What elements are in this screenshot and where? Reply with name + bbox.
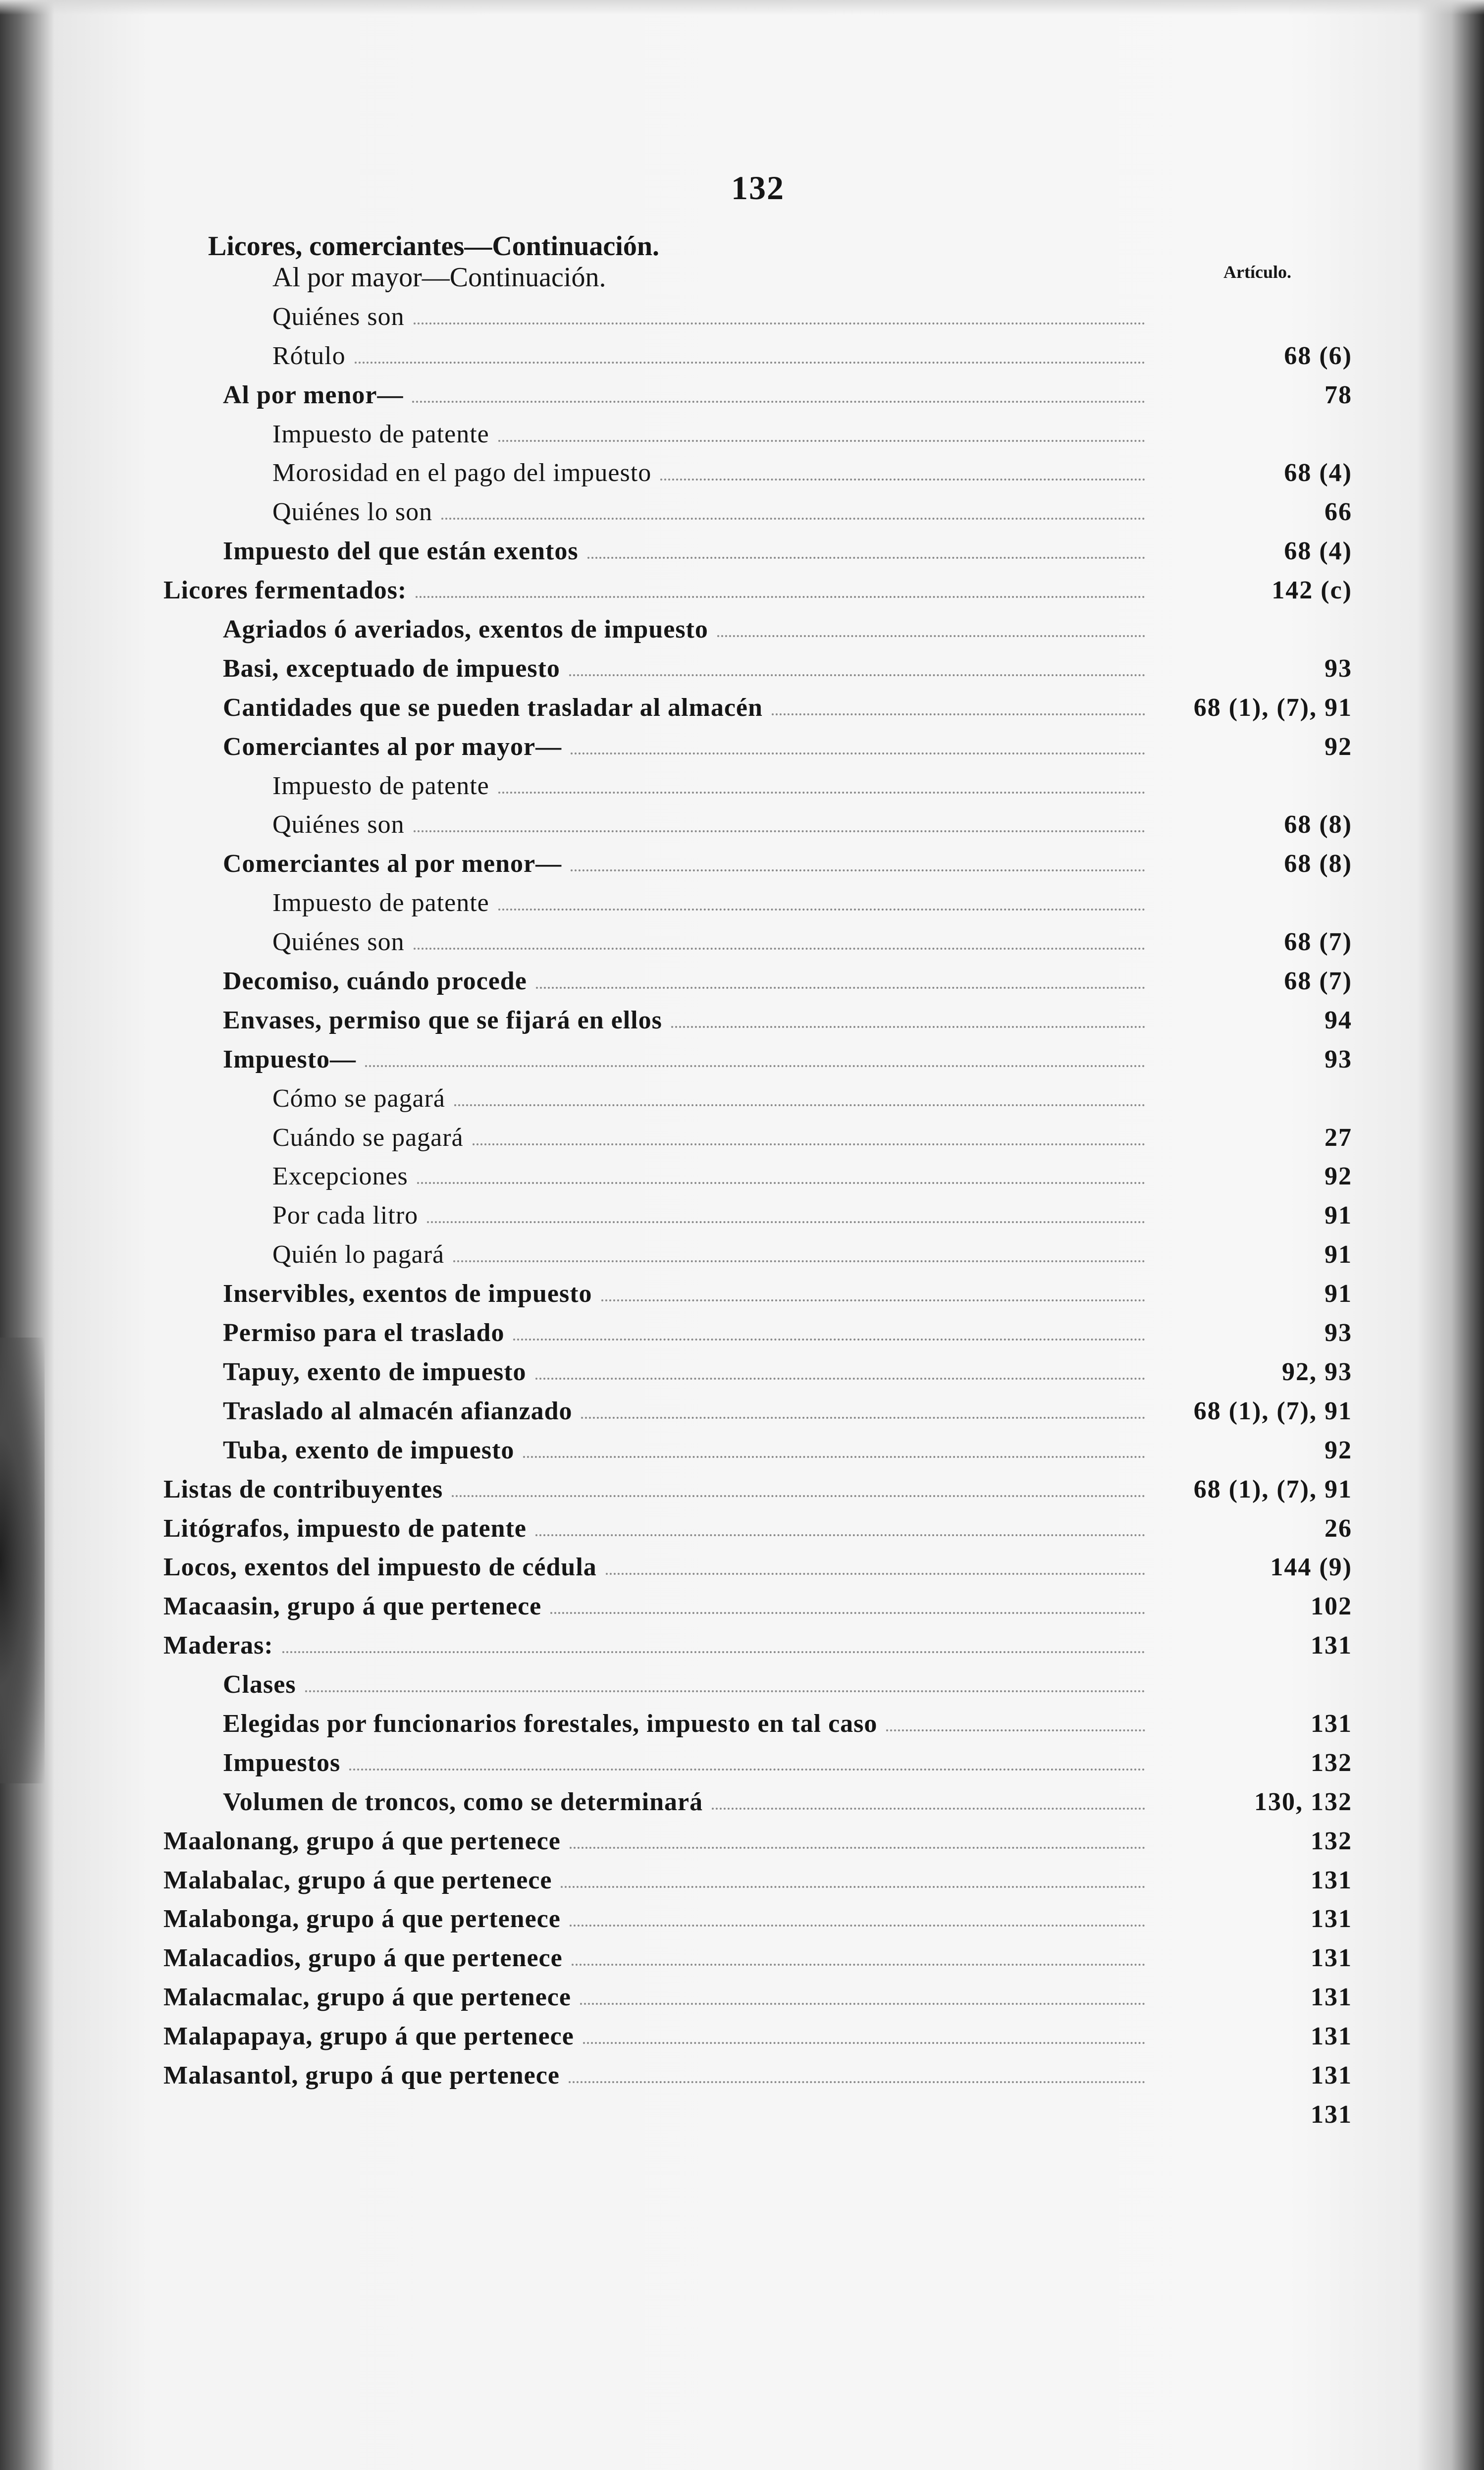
index-entry bbox=[163, 1973, 1352, 2012]
index-entry bbox=[163, 1856, 1352, 1895]
index-entry bbox=[163, 644, 1352, 683]
entry-label: Malacmalac, grupo á que pertenece bbox=[163, 1983, 571, 2012]
index-entry bbox=[163, 1191, 1352, 1230]
index-entry bbox=[163, 996, 1352, 1035]
entry-label: Tuba, exento de impuesto bbox=[223, 1436, 515, 1464]
entry-label: Litógrafos, impuesto de patente bbox=[163, 1514, 527, 1543]
entry-label: Impuesto de patente bbox=[272, 889, 489, 917]
entry-article-ref: 93 bbox=[1325, 1319, 1352, 1347]
entry-label: Cuándo se pagará bbox=[272, 1123, 464, 1152]
index-entry bbox=[163, 2051, 1352, 2090]
dot-leader bbox=[498, 440, 1145, 442]
index-entry bbox=[163, 1504, 1352, 1543]
entry-article-ref: 131 bbox=[1311, 2022, 1352, 2051]
index-entry bbox=[163, 1660, 1352, 1699]
entry-label: Excepciones bbox=[272, 1162, 408, 1191]
dot-leader bbox=[473, 1143, 1145, 1145]
index-entry bbox=[163, 1347, 1352, 1387]
section-subheading: Al por mayor—Continuación. bbox=[272, 262, 606, 293]
entry-article-ref: 131 bbox=[1311, 1709, 1352, 1738]
entry-label: Malacadios, grupo á que pertenece bbox=[163, 1944, 563, 1973]
dot-leader bbox=[581, 1417, 1145, 1419]
index-entry bbox=[163, 527, 1352, 566]
index-entry bbox=[163, 683, 1352, 722]
dot-leader bbox=[571, 869, 1145, 871]
entry-article-ref: 131 bbox=[1311, 1983, 1352, 2012]
index-entry bbox=[163, 292, 1352, 331]
dot-leader bbox=[601, 1299, 1145, 1301]
entry-label: Impuesto del que están exentos bbox=[223, 537, 579, 566]
index-entry bbox=[163, 801, 1352, 840]
dot-leader bbox=[535, 1534, 1145, 1536]
entry-article-ref: 68 (7) bbox=[1284, 967, 1352, 996]
index-entry bbox=[163, 878, 1352, 917]
entry-label: Decomiso, cuándo procede bbox=[223, 967, 527, 996]
dot-leader bbox=[414, 948, 1145, 950]
dot-leader bbox=[886, 1729, 1145, 1731]
entry-label: Impuesto de patente bbox=[272, 420, 489, 448]
dot-leader bbox=[580, 2003, 1145, 2005]
index-entry bbox=[163, 2012, 1352, 2051]
entry-label: Locos, exentos del impuesto de cédula bbox=[163, 1553, 597, 1582]
entry-article-ref: 132 bbox=[1311, 1826, 1352, 1855]
index-entry bbox=[163, 1426, 1352, 1465]
entry-label: Agriados ó averiados, exentos de impuesto bbox=[223, 615, 708, 644]
entry-label: Volumen de troncos, como se determinará bbox=[223, 1787, 703, 1816]
dot-leader bbox=[550, 1612, 1145, 1614]
entry-article-ref: 131 bbox=[1311, 1905, 1352, 1933]
index-entry bbox=[163, 1933, 1352, 1973]
entry-article-ref: 91 bbox=[1325, 1280, 1352, 1308]
index-entry bbox=[163, 1269, 1352, 1308]
index-entry bbox=[163, 1035, 1352, 1074]
entry-label: Macaasin, grupo á que pertenece bbox=[163, 1592, 542, 1621]
entry-label: Morosidad en el pago del impuesto bbox=[272, 459, 652, 487]
entry-label: Inservibles, exentos de impuesto bbox=[223, 1280, 592, 1308]
entry-article-ref: 68 (1), (7), 91 bbox=[1193, 693, 1352, 722]
dot-leader bbox=[349, 1769, 1145, 1771]
index-entry bbox=[163, 331, 1352, 371]
entry-label: Rótulo bbox=[272, 341, 346, 370]
index-entry bbox=[163, 761, 1352, 801]
entry-article-ref: 92, 93 bbox=[1282, 1357, 1352, 1386]
column-header: Artículo. bbox=[1223, 262, 1291, 282]
dot-leader bbox=[427, 1221, 1145, 1223]
binding-shadow bbox=[0, 1338, 45, 1783]
entry-article-ref: 131 bbox=[1311, 1866, 1352, 1894]
entry-label: Tapuy, exento de impuesto bbox=[223, 1357, 527, 1386]
entry-article-ref: 68 (8) bbox=[1284, 810, 1352, 839]
entry-label: Impuesto de patente bbox=[272, 771, 489, 800]
entry-label: Traslado al almacén afianzado bbox=[223, 1396, 573, 1425]
dot-leader bbox=[583, 2042, 1145, 2044]
section-heading: Licores, comerciantes—Continuación. bbox=[208, 231, 659, 262]
dot-leader bbox=[671, 1026, 1145, 1028]
dot-leader bbox=[523, 1456, 1145, 1458]
entry-label: Comerciantes al por menor— bbox=[223, 850, 562, 878]
entry-label: Malapapaya, grupo á que pertenece bbox=[163, 2022, 574, 2051]
dot-leader bbox=[569, 674, 1145, 676]
entry-article-ref: 131 bbox=[1311, 1631, 1352, 1660]
entry-label: Envases, permiso que se fijará en ellos bbox=[223, 1006, 662, 1034]
index-entry bbox=[163, 1621, 1352, 1660]
entry-label: Impuestos bbox=[223, 1748, 341, 1777]
entry-article-ref: 68 (6) bbox=[1284, 341, 1352, 370]
index-entry bbox=[163, 566, 1352, 605]
dot-leader bbox=[513, 1339, 1145, 1341]
entry-article-ref: 27 bbox=[1325, 1123, 1352, 1152]
entry-article-ref: 93 bbox=[1325, 1045, 1352, 1074]
entry-article-ref: 102 bbox=[1311, 1592, 1352, 1621]
index-entry bbox=[163, 371, 1352, 410]
entry-label: Quiénes son bbox=[272, 302, 405, 331]
dot-leader bbox=[417, 1182, 1145, 1184]
entry-label: Quiénes son bbox=[272, 928, 405, 957]
dot-leader bbox=[587, 557, 1145, 559]
dot-leader bbox=[536, 987, 1145, 989]
dot-leader bbox=[570, 1925, 1145, 1927]
index-entry bbox=[163, 1817, 1352, 1856]
index-entry bbox=[163, 1230, 1352, 1269]
dot-leader bbox=[305, 1690, 1145, 1692]
entry-article-ref: 91 bbox=[1325, 1240, 1352, 1269]
entry-article-ref: 131 bbox=[1311, 1944, 1352, 1973]
dot-leader bbox=[365, 1065, 1145, 1067]
dot-leader bbox=[571, 752, 1145, 754]
index-entry bbox=[163, 449, 1352, 488]
dot-leader bbox=[452, 1495, 1145, 1497]
entry-label: Quiénes son bbox=[272, 810, 405, 839]
entry-label: Impuesto— bbox=[223, 1045, 357, 1074]
index-entry bbox=[163, 1699, 1352, 1738]
index-entry bbox=[163, 1074, 1352, 1113]
entry-label: Maderas: bbox=[163, 1631, 273, 1660]
entry-label: Al por menor— bbox=[223, 380, 404, 409]
dot-leader bbox=[454, 1104, 1145, 1106]
dot-leader bbox=[498, 792, 1145, 794]
dot-leader bbox=[414, 322, 1145, 324]
entry-article-ref: 92 bbox=[1325, 732, 1352, 761]
entry-article-ref: 78 bbox=[1325, 380, 1352, 409]
entry-article-ref: 68 (1), (7), 91 bbox=[1193, 1396, 1352, 1425]
entry-label: Cantidades que se pueden trasladar al almacén bbox=[223, 693, 763, 722]
dot-leader bbox=[772, 713, 1145, 715]
dot-leader bbox=[570, 1847, 1145, 1849]
entry-article-ref: 92 bbox=[1325, 1162, 1352, 1191]
dot-leader bbox=[606, 1573, 1145, 1575]
dot-leader bbox=[660, 479, 1145, 481]
entry-article-ref: 91 bbox=[1325, 1201, 1352, 1230]
index-entry bbox=[163, 839, 1352, 878]
entry-article-ref: 68 (1), (7), 91 bbox=[1193, 1475, 1352, 1503]
entry-label: Clases bbox=[223, 1670, 296, 1699]
entry-article-ref: 68 (4) bbox=[1284, 537, 1352, 566]
index-entry bbox=[163, 1465, 1352, 1504]
entry-label: Elegidas por funcionarios forestales, impuesto en tal caso bbox=[223, 1709, 878, 1738]
entry-article-ref: 130, 132 bbox=[1254, 1787, 1352, 1816]
entry-article-ref: 68 (4) bbox=[1284, 459, 1352, 487]
entry-label: Malabonga, grupo á que pertenece bbox=[163, 1905, 561, 1933]
index-entry bbox=[163, 1113, 1352, 1152]
page-number: 132 bbox=[731, 169, 785, 207]
index-entry bbox=[163, 917, 1352, 957]
index-entry bbox=[163, 1582, 1352, 1621]
dot-leader bbox=[561, 1886, 1145, 1888]
index-entry bbox=[163, 410, 1352, 449]
index-entry bbox=[163, 1152, 1352, 1191]
page-edge bbox=[0, 0, 1484, 15]
dot-leader bbox=[572, 1964, 1145, 1966]
dot-leader bbox=[453, 1260, 1145, 1262]
dot-leader bbox=[441, 518, 1145, 520]
entry-label: Licores fermentados: bbox=[163, 576, 407, 605]
entry-article-ref: 131 bbox=[1311, 2100, 1352, 2129]
index-entry bbox=[163, 1738, 1352, 1777]
dot-leader bbox=[569, 2081, 1145, 2083]
entry-article-ref: 131 bbox=[1311, 2061, 1352, 2090]
dot-leader bbox=[535, 1378, 1145, 1380]
entry-article-ref: 93 bbox=[1325, 654, 1352, 683]
entry-article-ref: 144 (9) bbox=[1270, 1553, 1352, 1582]
dot-leader bbox=[416, 596, 1145, 598]
entry-article-ref: 26 bbox=[1325, 1514, 1352, 1543]
index-entry bbox=[163, 957, 1352, 996]
dot-leader bbox=[414, 830, 1145, 832]
dot-leader bbox=[355, 362, 1145, 364]
entry-label: Por cada litro bbox=[272, 1201, 419, 1230]
entry-label: Listas de contribuyentes bbox=[163, 1475, 443, 1503]
index-entry bbox=[163, 2090, 1352, 2129]
entry-article-ref: 68 (8) bbox=[1284, 850, 1352, 878]
entry-label: Cómo se pagará bbox=[272, 1084, 446, 1113]
entry-article-ref: 66 bbox=[1325, 498, 1352, 527]
index-entry bbox=[163, 1895, 1352, 1934]
entry-label: Basi, exceptuado de impuesto bbox=[223, 654, 560, 683]
dot-leader bbox=[717, 635, 1145, 637]
entry-article-ref: 132 bbox=[1311, 1748, 1352, 1777]
entry-label: Permiso para el traslado bbox=[223, 1319, 505, 1347]
dot-leader bbox=[712, 1808, 1145, 1810]
entry-article-ref: 94 bbox=[1325, 1006, 1352, 1034]
dot-leader bbox=[412, 401, 1145, 403]
index-entry bbox=[163, 1543, 1352, 1582]
entry-label: Quién lo pagará bbox=[272, 1240, 445, 1269]
entry-label: Malabalac, grupo á que pertenece bbox=[163, 1866, 552, 1894]
entry-article-ref: 92 bbox=[1325, 1436, 1352, 1464]
dot-leader bbox=[282, 1651, 1145, 1653]
index-entry bbox=[163, 605, 1352, 644]
entry-label: Malasantol, grupo á que pertenece bbox=[163, 2061, 560, 2090]
entry-article-ref: 68 (7) bbox=[1284, 928, 1352, 957]
index-entry bbox=[163, 722, 1352, 761]
index-entry bbox=[163, 1308, 1352, 1347]
entry-label: Comerciantes al por mayor— bbox=[223, 732, 562, 761]
entry-label: Quiénes lo son bbox=[272, 498, 433, 527]
index-entry bbox=[163, 487, 1352, 527]
index-entry bbox=[163, 1777, 1352, 1817]
dot-leader bbox=[498, 909, 1145, 911]
entry-label: Maalonang, grupo á que pertenece bbox=[163, 1826, 561, 1855]
index-entries bbox=[163, 292, 1352, 2129]
entry-article-ref: 142 (c) bbox=[1272, 576, 1352, 605]
index-entry bbox=[163, 1387, 1352, 1426]
